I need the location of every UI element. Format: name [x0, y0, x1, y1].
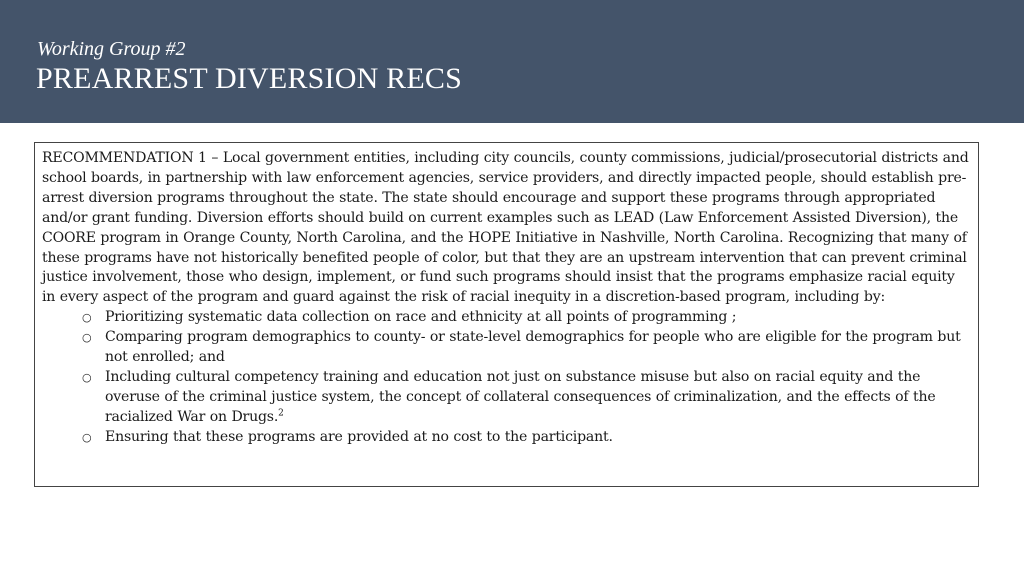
- bullet-item: [42, 328, 972, 368]
- hollow-circle-icon: ○: [82, 311, 92, 325]
- footnote-marker[interactable]: 2: [278, 408, 284, 419]
- bullet-item: [42, 308, 972, 328]
- recommendation-bullet-list: [42, 308, 972, 447]
- bullet-text: [105, 369, 936, 425]
- bullet-text-body: Including cultural competency training and education not just on substance misuse but also on racial equity and the overuse of the criminal justice system, the concept of collateral consequences of criminalization, and the effects of the racialized War on Drugs.: [105, 368, 936, 425]
- slide-title: PREARREST DIVERSION RECS: [36, 62, 462, 95]
- slide-subtitle: Working Group #2: [37, 38, 186, 60]
- recommendation-text: RECOMMENDATION 1 – Local government entities, including city councils, county commissions, judicial/prosecutorial districts and school boards, in partnership with law enforcement agencies, service providers, and directly impacted people, should establish pre-arrest diversion programs throughout the state. The state should encourage and support these programs through appropriated and/or grant funding. Diversion efforts should build on current examples such as LEAD (Law Enforcement Assisted Diversion), the COORE program in Orange County, North Carolina, and the HOPE Initiative in Nashville, North Carolina. Recognizing that many of these programs have not historically benefited people of color, but that they are an upstream intervention that can prevent criminal justice involvement, those who design, implement, or fund such programs should insist that the programs emphasize racial equity in every aspect of the program and guard against the risk of racial inequity in a discretion-based program, including by:: [42, 150, 969, 306]
- bullet-text: Prioritizing systematic data collection on race and ethnicity at all points of programming ;: [105, 309, 737, 326]
- hollow-circle-icon: ○: [82, 331, 92, 345]
- header-banner: [0, 0, 1024, 123]
- bullet-text: Ensuring that these programs are provided at no cost to the participant.: [105, 428, 613, 445]
- bullet-item: [42, 428, 972, 448]
- bullet-item: [42, 368, 972, 428]
- recommendation-box: [34, 142, 979, 487]
- hollow-circle-icon: ○: [82, 430, 92, 444]
- bullet-text: Comparing program demographics to county- or state-level demographics for people who are eligible for the program but not enrolled; and: [105, 329, 961, 366]
- hollow-circle-icon: ○: [82, 370, 92, 384]
